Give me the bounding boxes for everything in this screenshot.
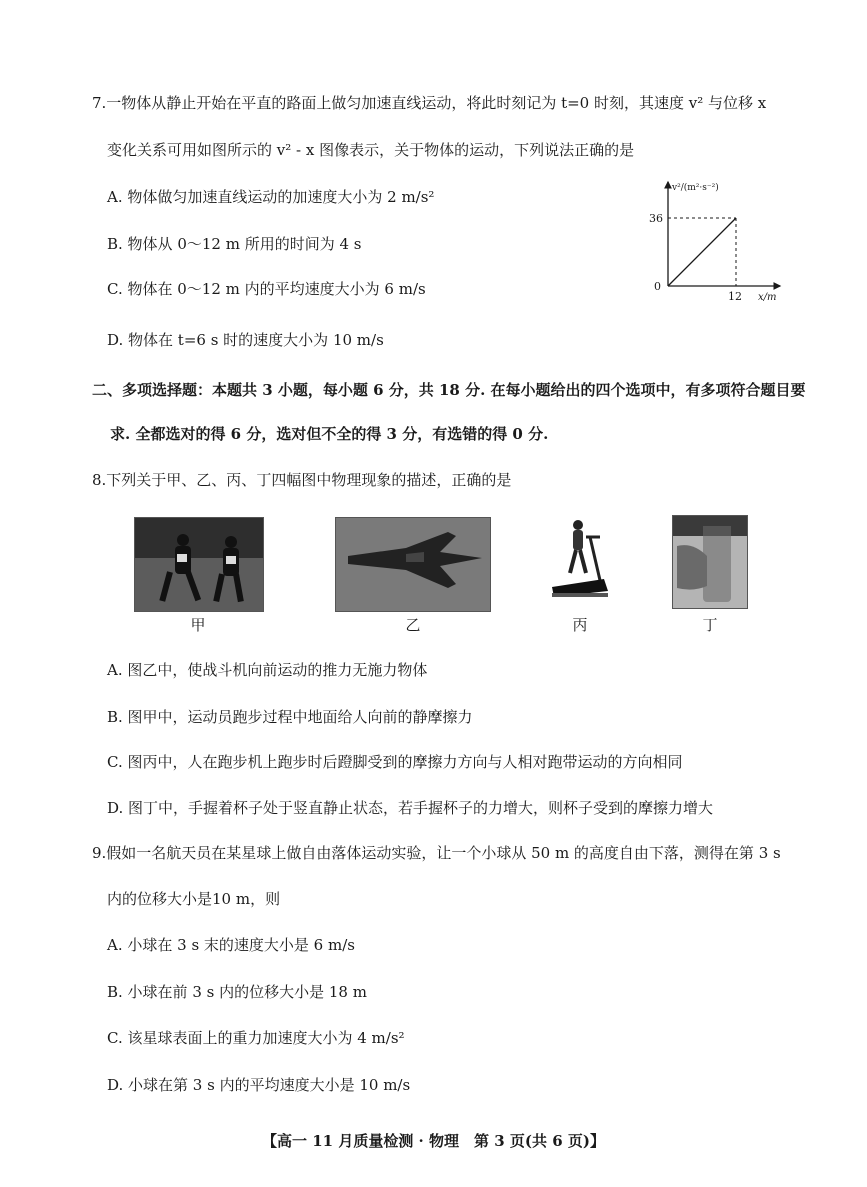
q7-option-d: D. 物体在 t=6 s 时的速度大小为 10 m/s — [107, 331, 384, 349]
caption-jia: 甲 — [190, 616, 206, 634]
graph-y-tick: 36 — [649, 212, 663, 225]
q8-option-a: A. 图乙中，使战斗机向前运动的推力无施力物体 — [107, 661, 428, 679]
graph-x-tick: 12 — [728, 290, 742, 301]
photo-hand-cup — [672, 515, 748, 609]
q7-stem-line2: 变化关系可用如图所示的 v² - x 图像表示，关于物体的运动，下列说法正确的是 — [107, 141, 635, 159]
q7-option-c: C. 物体在 0～12 m 内的平均速度大小为 6 m/s — [107, 280, 426, 298]
q8-option-c: C. 图丙中，人在跑步机上跑步时后蹬脚受到的摩擦力方向与人相对跑带运动的方向相同 — [107, 753, 683, 771]
graph-ylabel: v²/(m²·s⁻²) — [672, 183, 719, 193]
page-footer: 【高一 11 月质量检测 · 物理 第 3 页(共 6 页)】 — [262, 1132, 605, 1150]
q7-stem-line1: 7.一物体从静止开始在平直的路面上做匀加速直线运动，将此时刻记为 t=0 时刻，其速度 v² 与位移 x — [92, 94, 767, 112]
q9-option-b: B. 小球在前 3 s 内的位移大小是 18 m — [107, 983, 367, 1001]
photo-fighter-jet — [335, 517, 491, 612]
photo-runners — [134, 517, 264, 612]
caption-ding: 丁 — [702, 616, 718, 634]
q7-graph-svg — [648, 176, 788, 301]
section2-heading-line1: 二、多项选择题：本题共 3 小题，每小题 6 分，共 18 分. 在每小题给出的四个选项中，有多项符合题目要 — [92, 381, 806, 399]
caption-yi: 乙 — [405, 616, 421, 634]
q8-option-d: D. 图丁中，手握着杯子处于竖直静止状态，若手握杯子的力增大，则杯子受到的摩擦力增大 — [107, 799, 714, 817]
q7-option-b: B. 物体从 0～12 m 所用的时间为 4 s — [107, 235, 362, 253]
q8-option-b: B. 图甲中，运动员跑步过程中地面给人向前的静摩擦力 — [107, 708, 473, 726]
q9-option-c: C. 该星球表面上的重力加速度大小为 4 m/s² — [107, 1029, 405, 1047]
q8-stem: 8.下列关于甲、乙、丙、丁四幅图中物理现象的描述，正确的是 — [92, 471, 512, 489]
caption-bing: 丙 — [572, 616, 588, 634]
q7-v2-x-graph — [648, 176, 788, 301]
section2-heading-line2: 求. 全都选对的得 6 分，选对但不全的得 3 分，有选错的得 0 分. — [110, 425, 549, 443]
q7-option-a: A. 物体做匀加速直线运动的加速度大小为 2 m/s² — [107, 188, 435, 206]
photo-treadmill — [550, 517, 610, 600]
q9-option-a: A. 小球在 3 s 末的速度大小是 6 m/s — [107, 936, 355, 954]
q9-stem-line1: 9.假如一名航天员在某星球上做自由落体运动实验，让一个小球从 50 m 的高度自由下落，测得在第 3 s — [92, 844, 781, 862]
graph-origin: 0 — [654, 280, 661, 293]
graph-xlabel: x/m — [758, 292, 777, 301]
q9-option-d: D. 小球在第 3 s 内的平均速度大小是 10 m/s — [107, 1076, 411, 1094]
graph-data-line — [668, 218, 736, 286]
q9-stem-line2: 内的位移大小是10 m，则 — [107, 890, 281, 908]
